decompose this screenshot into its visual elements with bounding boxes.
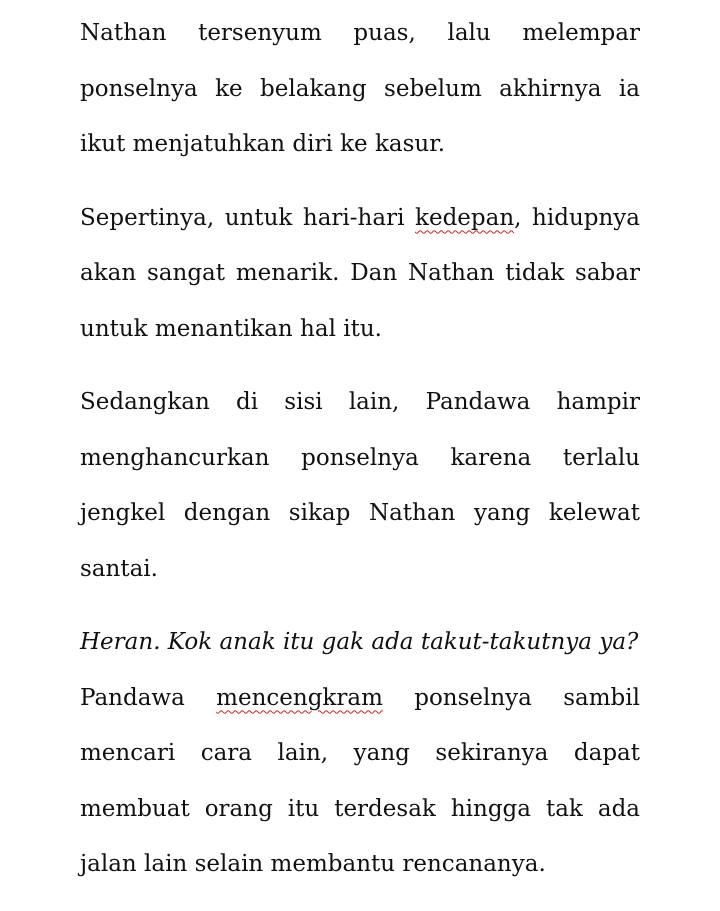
document-page: [80, 6, 640, 911]
paragraph-1: Nathan tersenyum puas, lalu melempar ponselnya ke belakang sebelum akhirnya ia ikut menjatuhkan diri ke kasur.: [80, 20, 640, 157]
paragraph-2: [80, 191, 640, 358]
italic-thought-line: Heran. Kok anak itu gak ada takut-takutnya ya?: [80, 629, 639, 655]
paragraph-5: [80, 671, 640, 893]
paragraph-5-text-before: Pandawa: [80, 684, 217, 711]
paragraph-5-text-after: ponselnya sambil mencari cara lain, yang sekiranya dapat membuat orang itu terdesak hingga tak ada jalan lain selain membantu rencananya.: [80, 684, 640, 877]
paragraph-3: Sedangkan di sisi lain, Pandawa hampir menghancurkan ponselnya karena terlalu jengkel dengan sikap Nathan yang kelewat santai.: [80, 389, 640, 582]
spellcheck-flagged-word[interactable]: kedepan: [415, 204, 515, 231]
paragraph-2-text-after: , hidupnya akan sangat menarik. Dan Nathan tidak sabar untuk menantikan hal itu.: [80, 204, 640, 342]
spellcheck-flagged-word[interactable]: mencengkram: [216, 684, 383, 711]
paragraph-2-text-before: Sepertinya, untuk hari-hari: [80, 204, 416, 231]
